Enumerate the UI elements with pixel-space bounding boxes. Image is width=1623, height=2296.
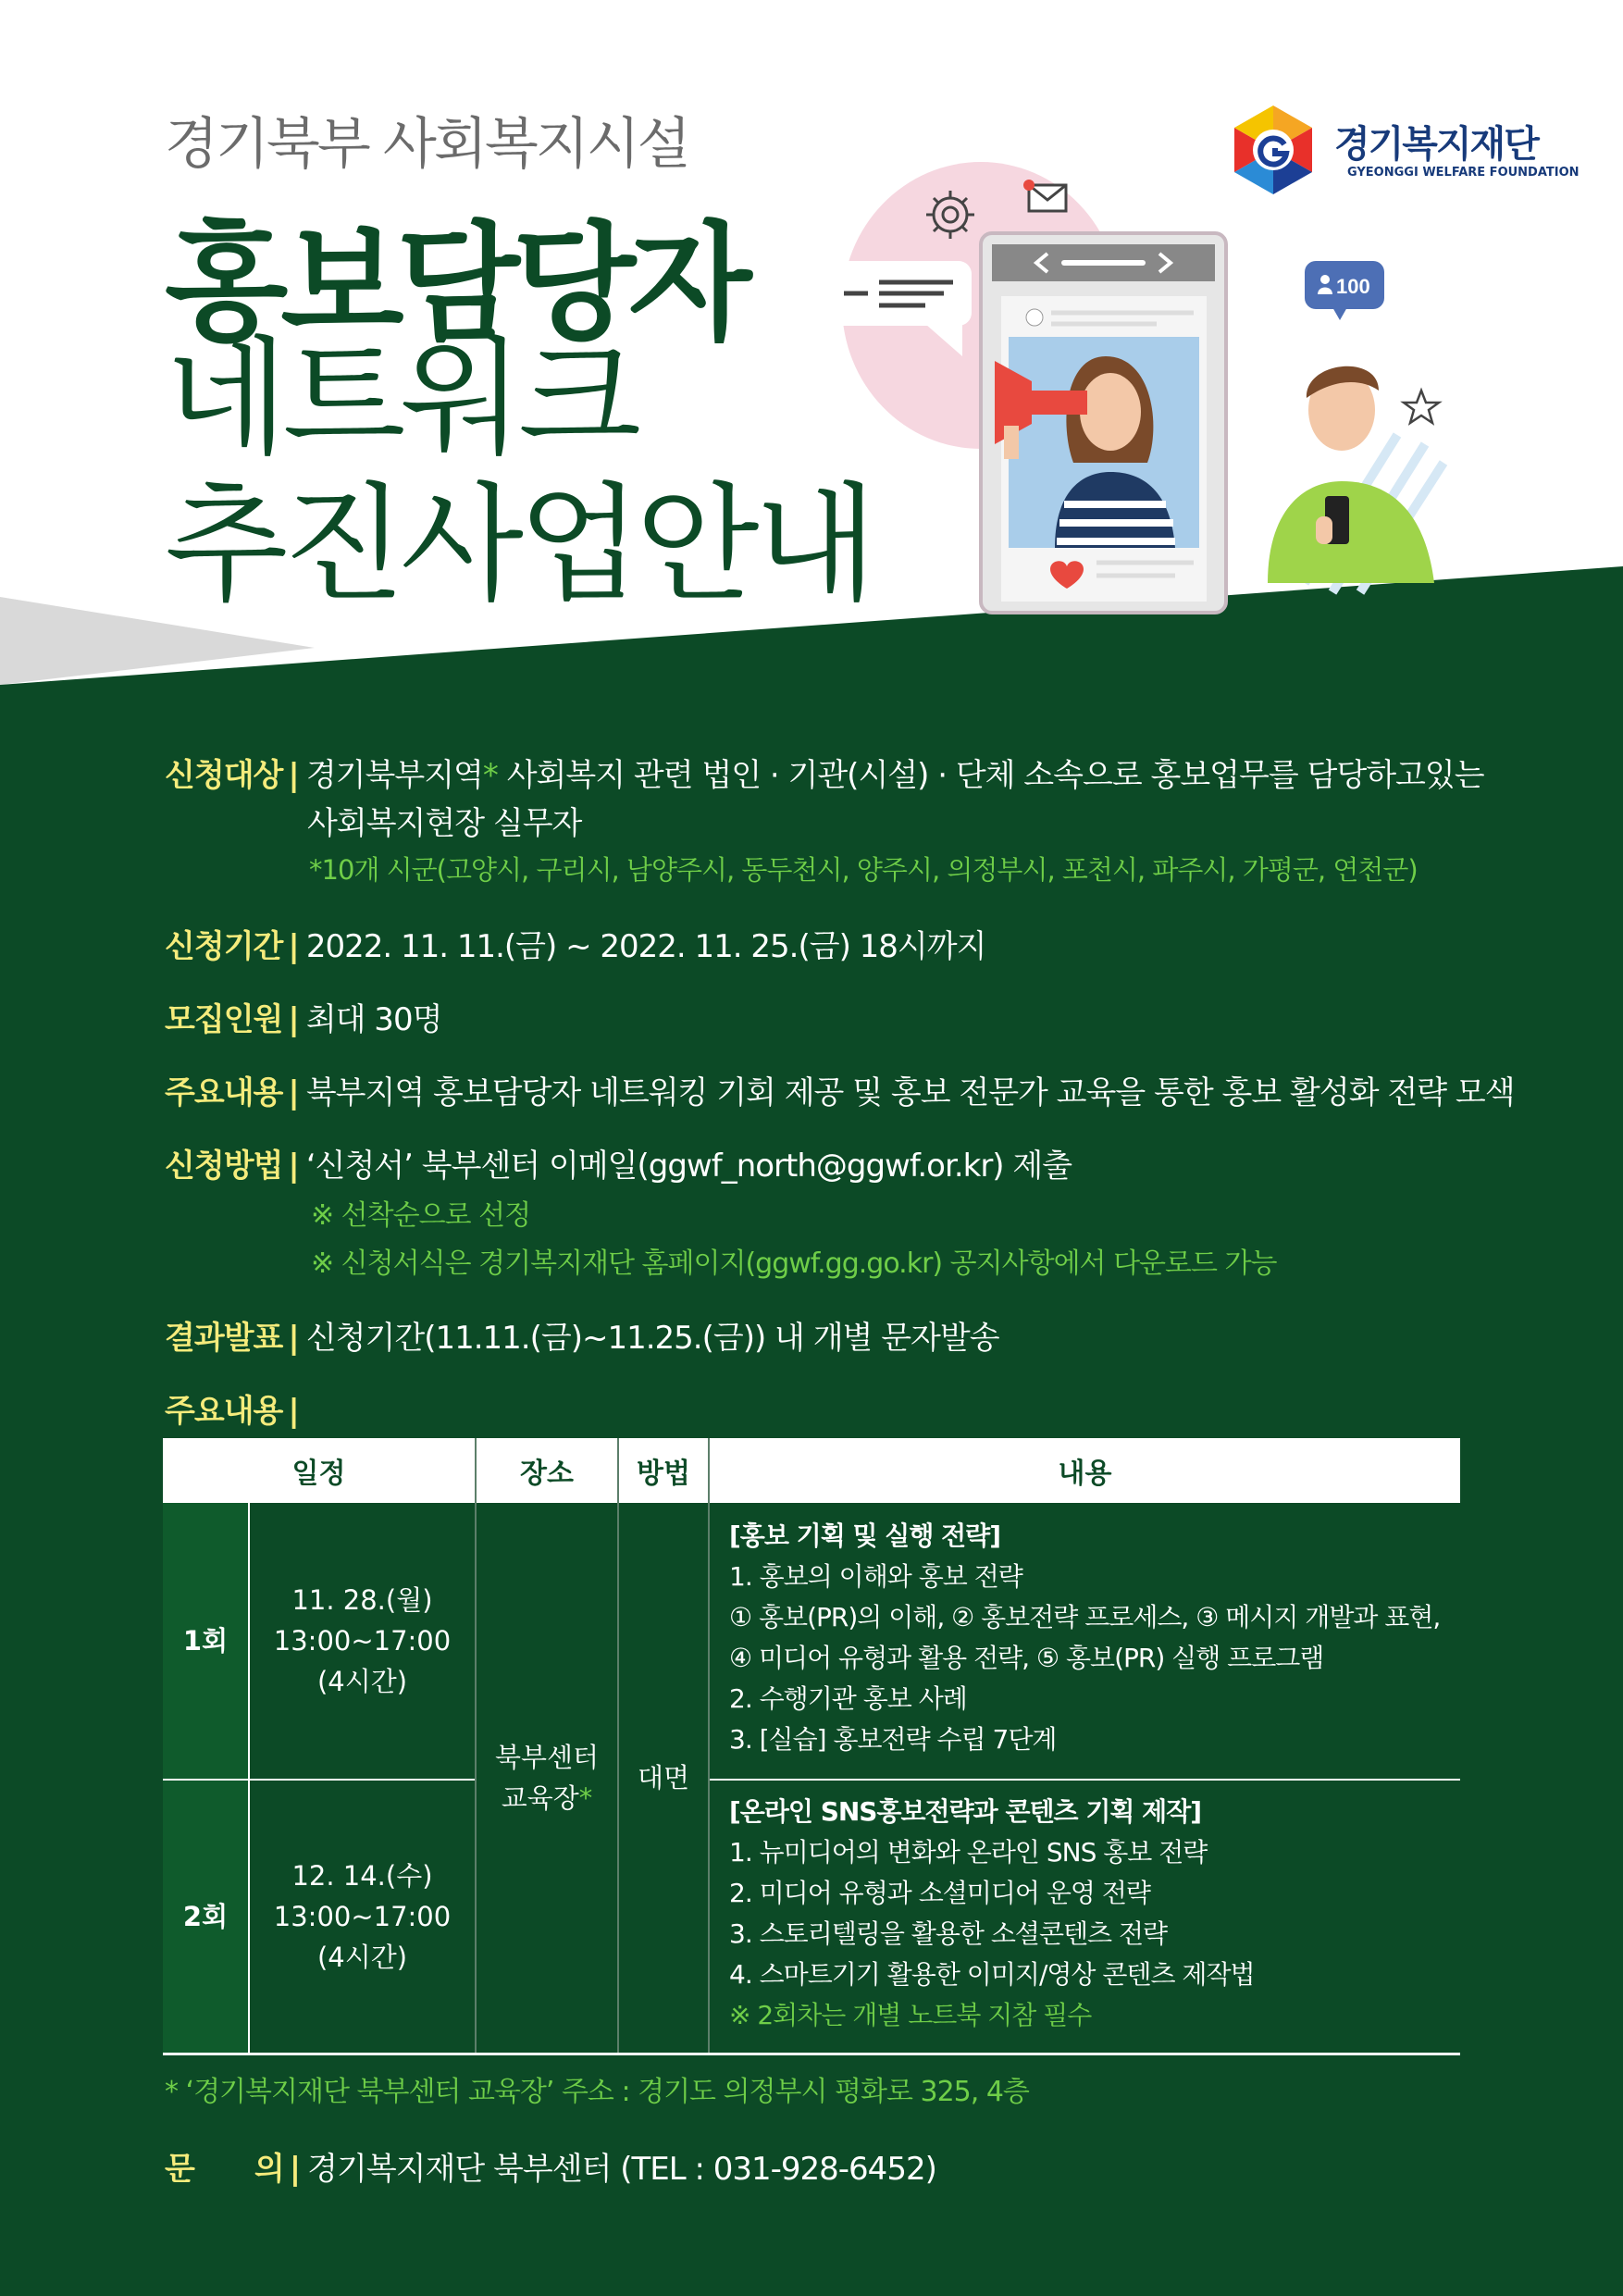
result-label: 결과발표 <box>165 1320 283 1357</box>
mail-icon <box>1023 180 1066 211</box>
content-2-title: [온라인 SNS홍보전략과 콘텐츠 기획 제작] <box>729 1796 1202 1827</box>
result-value: 신청기간(11.11.(금)~11.25.(금)) 내 개별 문자발송 <box>305 1320 999 1357</box>
schedule-1-duration: (4시간) <box>316 1666 408 1697</box>
target-star: * <box>482 757 498 794</box>
target-text-a: 경기북부지역 <box>305 757 483 794</box>
content-1-line: 3. [실습] 홍보전략 수립 7단계 <box>729 1724 1057 1755</box>
target-text-b: 사회복지 관련 법인 · 기관(시설) · 단체 소속으로 홍보업무를 담당하고있는 <box>497 757 1484 794</box>
schedule-row <box>165 1385 306 1431</box>
place-cell <box>477 1503 617 2053</box>
separator-bar: | <box>289 2151 301 2188</box>
separator-bar: | <box>288 1320 299 1357</box>
table-header-content: 내용 <box>710 1438 1460 1503</box>
schedule-1 <box>250 1503 475 1779</box>
method-row <box>165 1140 1072 1185</box>
target-note: *10개 시군(고양시, 구리시, 남양주시, 동두천시, 양주시, 의정부시, 포천시, 파주시, 가평군, 연천군) <box>309 854 1418 886</box>
method-note1: ※ 선착순으로 선정 <box>311 1199 531 1232</box>
main-label: 주요내용 <box>165 1074 283 1111</box>
header-title: 홍보담당자 <box>165 209 745 358</box>
content-1-title: [홍보 기획 및 실행 전략] <box>729 1520 1001 1551</box>
header-title-line2: 네트워크 <box>165 324 637 473</box>
table-line <box>710 1779 1460 1781</box>
main-value: 북부지역 홍보담당자 네트워킹 기회 제공 및 홍보 전문가 교육을 통한 홍보 활성화 전략 모색 <box>305 1074 1515 1111</box>
table-line <box>708 1438 710 2054</box>
separator-bar: | <box>288 928 299 965</box>
schedule-2-date: 12. 14.(수) <box>291 1860 433 1892</box>
contact-row <box>165 2143 936 2189</box>
target-label: 신청대상 <box>165 757 283 794</box>
round-1: 1회 <box>182 1625 229 1657</box>
header-title-line3: 추진사업안내 <box>165 470 872 619</box>
content-1-line: 2. 수행기관 홍보 사례 <box>729 1683 967 1714</box>
content-1-line: 1. 홍보의 이해와 홍보 전략 <box>729 1561 1022 1592</box>
period-row <box>165 921 985 966</box>
content-2-line: 4. 스마트기기 활용한 이미지/영상 콘텐츠 제작법 <box>729 1959 1255 1990</box>
content-2-line: 3. 스토리텔링을 활용한 소셜콘텐츠 전략 <box>729 1918 1168 1949</box>
main-row <box>165 1067 1515 1112</box>
content-1-line: ④ 미디어 유형과 활용 전략, ⑤ 홍보(PR) 실행 프로그램 <box>729 1643 1324 1673</box>
smartphone-frame <box>981 233 1226 613</box>
schedule-1-date: 11. 28.(월) <box>291 1584 433 1616</box>
schedule-2 <box>250 1781 475 2053</box>
separator-bar: | <box>288 1001 299 1038</box>
table-line <box>163 2053 1460 2055</box>
table-header-schedule: 일정 <box>163 1438 475 1503</box>
contact-value: 경기복지재단 북부센터 (TEL : 031-928-6452) <box>307 2151 936 2188</box>
content-1 <box>729 1516 1440 1760</box>
method-value: ‘신청서’ 북부센터 이메일(ggwf_north@ggwf.or.kr) 제출 <box>305 1148 1072 1185</box>
separator-bar: | <box>288 1393 299 1430</box>
content-2-line: 1. 뉴미디어의 변화와 온라인 SNS 홍보 전략 <box>729 1837 1208 1868</box>
place-line1: 북부센터 <box>494 1742 600 1773</box>
recruit-row <box>165 994 441 1039</box>
place-star: * <box>578 1782 593 1814</box>
schedule-2-time: 13:00~17:00 <box>273 1901 452 1932</box>
address-footnote: * ‘경기복지재단 북부센터 교육장’ 주소 : 경기도 의정부시 평화로 325, 4층 <box>165 2076 1029 2108</box>
place-line2: 교육장 <box>501 1782 579 1814</box>
follower-count: 100 <box>1336 275 1370 298</box>
contact-label: 문 의 <box>165 2151 284 2188</box>
recruit-label: 모집인원 <box>165 1001 283 1038</box>
content-2 <box>729 1792 1255 2036</box>
schedule-table <box>163 1438 1460 2056</box>
logo-name: 경기복지재단 <box>1334 123 1538 166</box>
method-label: 신청방법 <box>165 1148 283 1185</box>
content-2-note: ※ 2회차는 개별 노트북 지참 필수 <box>729 2000 1092 2030</box>
method-cell: 대면 <box>637 1762 690 1793</box>
table-header-place: 장소 <box>477 1438 617 1503</box>
schedule-label: 주요내용 <box>165 1393 283 1430</box>
result-row <box>165 1312 999 1358</box>
logo-name-en: GYEONGGI WELFARE FOUNDATION <box>1347 166 1580 180</box>
method-note2: ※ 신청서식은 경기복지재단 홈페이지(ggwf.gg.go.kr) 공지사항에서 다운로드 가능 <box>311 1247 1277 1280</box>
header-subtitle: 경기북부 사회복지시설 <box>165 112 688 177</box>
round-2: 2회 <box>182 1901 229 1932</box>
separator-bar: | <box>288 1148 299 1185</box>
target-row <box>165 750 1484 795</box>
content-2-line: 2. 미디어 유형과 소셜미디어 운영 전략 <box>729 1878 1150 1908</box>
period-label: 신청기간 <box>165 928 283 965</box>
promotion-illustration <box>787 148 1490 620</box>
table-header-method: 방법 <box>619 1438 708 1503</box>
recruit-value: 최대 30명 <box>305 1001 442 1038</box>
separator-bar: | <box>288 1074 299 1111</box>
period-value: 2022. 11. 11.(금) ~ 2022. 11. 25.(금) 18시까지 <box>305 928 986 965</box>
target-line2: 사회복지현장 실무자 <box>307 805 582 842</box>
star-icon <box>1404 391 1439 423</box>
schedule-1-time: 13:00~17:00 <box>273 1625 452 1657</box>
schedule-2-duration: (4시간) <box>316 1942 408 1973</box>
content-1-line: ① 홍보(PR)의 이해, ② 홍보전략 프로세스, ③ 메시지 개발과 표현, <box>729 1602 1441 1632</box>
separator-bar: | <box>288 757 299 794</box>
